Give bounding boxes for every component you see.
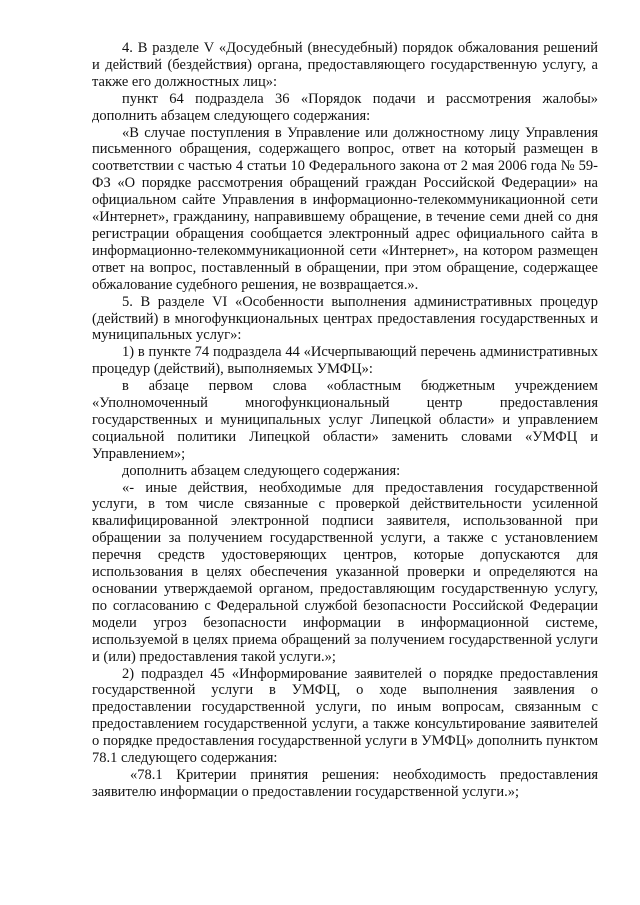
paragraph-section-5-heading: 4. В разделе V «Досудебный (внесудебный) порядок обжалования решений и действий (бездействия) органа, предоставляющего государственную услугу, а также его должностных лиц»: bbox=[92, 40, 598, 90]
paragraph-add-indent: дополнить абзацем следующего содержания: bbox=[122, 462, 401, 479]
paragraph-section-6-heading: 5. В разделе VI «Особенности выполнения административных процедур (действий) в многофункциональных центрах предоставления государственных и муниципальных услуг»: bbox=[92, 293, 598, 344]
paragraph-subsection-45: 2) подраздел 45 «Информирование заявителей о порядке предоставления государственной услуги в УМФЦ, о ходе выполнения заявления о предоставлении государственной услуги, по иным вопросам, связанным с предоставлением государственной услуги, а также консультирование заявителей о порядке предоставления государственной услуги в УМФЦ» дополнить пунктом 78.1 следующего содержания: bbox=[92, 665, 598, 767]
paragraph-first-indent-replacement: в абзаце первом слова «областным бюджетным учреждением «Уполномоченный многофункциональный центр предоставления государственных и муниципальных услуг Липецкой области» и управлением социальной политики Липецкой области» заменить словами «УМФЦ и Управлением»; bbox=[92, 378, 598, 462]
document-page bbox=[92, 40, 598, 801]
paragraph-point-78-1: «78.1 Критерии принятия решения: необходимость предоставления заявителю информации о предоставлении государственной услуги.»; bbox=[92, 766, 598, 800]
paragraph-other-actions: «- иные действия, необходимые для предоставления государственной услуги, в том числе связанные с проверкой действительности усиленной квалифицированной электронной подписи заявителя, использованной при обращении за получением государственной услуги, а также с установлением перечня средств удостоверяющих центров, которые допускаются для использования в целях обеспечения указанной проверки и определяются на основании утверждаемой органом, предоставляющим государственную услугу, по согласованию с Федеральной службой безопасности Российской Федерации модели угроз безопасности информации в информационной системе, используемой в целях приема обращений за получением государственной услуги и (или) предоставления такой услуги.»; bbox=[92, 479, 598, 665]
paragraph-point-74: 1) в пункте 74 подраздела 44 «Исчерпывающий перечень административных процедур (действий), выполняемых УМФЦ»: bbox=[92, 344, 598, 378]
paragraph-point-64: пункт 64 подраздела 36 «Порядок подачи и рассмотрения жалобы» дополнить абзацем следующего содержания: bbox=[92, 90, 598, 124]
paragraph-point-64-addition: «В случае поступления в Управление или должностному лицу Управления письменного обращения, содержащего вопрос, ответ на который размещен в соответствии с частью 4 статьи 10 Федерального закона от 2 мая 2006 года № 59-ФЗ «О порядке рассмотрения обращений граждан Российской Федерации» на официальном сайте Управления в информационно-телекоммуникационной сети «Интернет», гражданину, направившему обращение, в течение семи дней со дня регистрации обращения сообщается электронный адрес официального сайта в информационно-телекоммуникационной сети «Интернет», на котором размещен ответ на вопрос, поставленный в обращении, при этом обращение, содержащее обжалование судебного решения, не возвращается.». bbox=[92, 124, 598, 293]
